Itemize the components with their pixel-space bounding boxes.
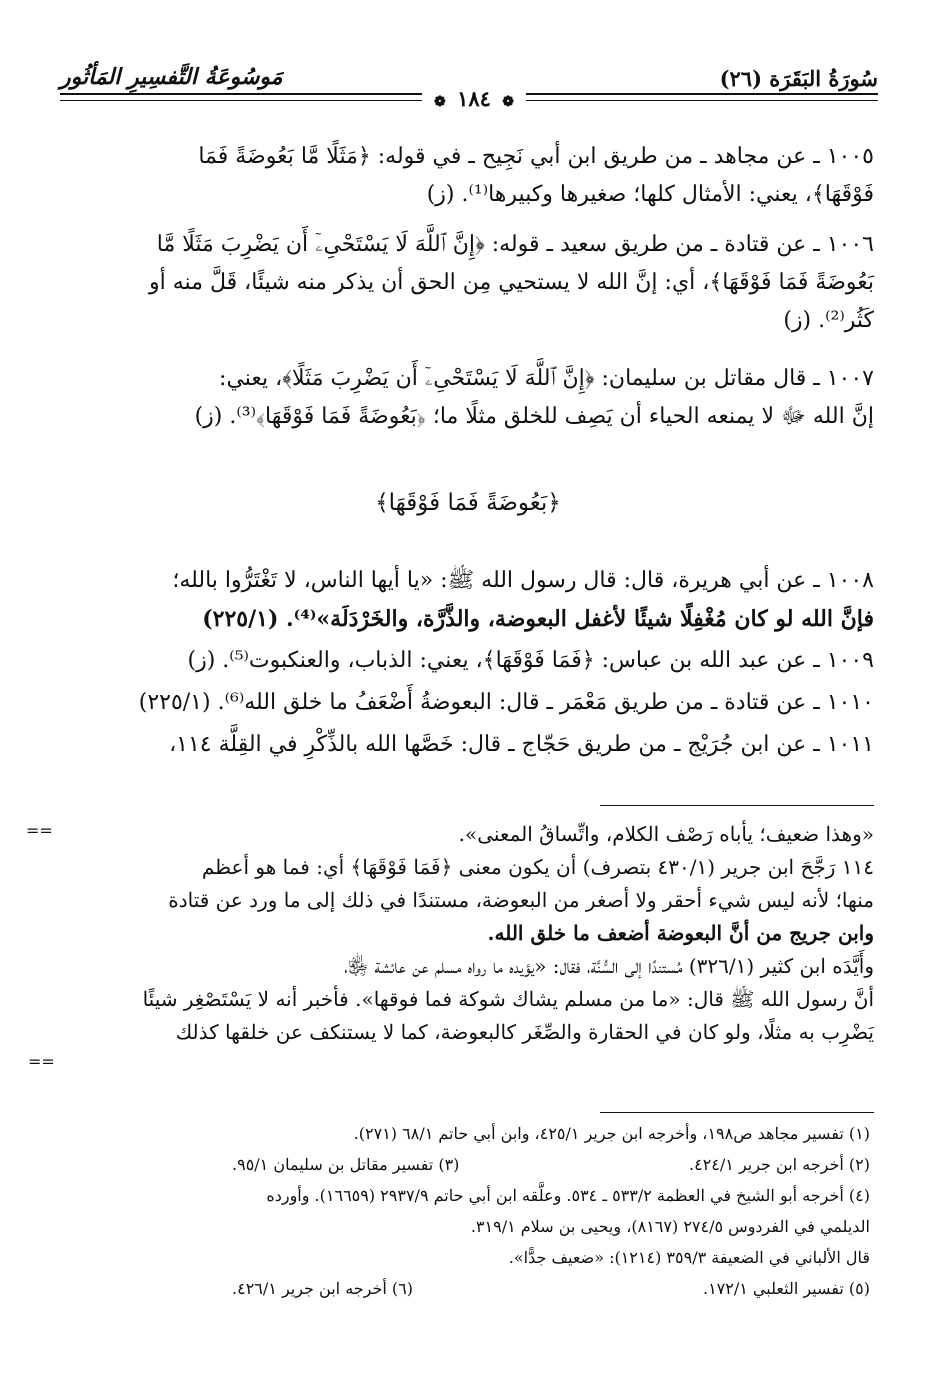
footnote-6: (٦) أخرجه ابن جرير ٤٢٦/١.: [232, 1279, 413, 1298]
narrations-block-1: [62, 138, 874, 214]
ornament-icon: ❁: [434, 94, 446, 110]
narration-1008-line1: ١٠٠٨ ـ عن أبي هريرة، قال: قال رسول الله ﷺ: «يا أيها الناس، لا تَغْتَرُّوا بالله؛: [172, 568, 874, 593]
narration-1009: ١٠٠٩ ـ عن عبد الله بن عباس: ﴿فَمَا فَوْقَهَا﴾، يعني: الذباب، والعنكبوت⁽⁵⁾. (ز): [187, 648, 874, 673]
note-line: يَضْرِب به مثلًا، ولو كان في الحقارة والصِّغَر كالبعوضة، كما لا يستنكف عن خلقها كذلك: [175, 1020, 874, 1044]
note-line: منها؛ لأنه ليس شيء أحقر ولا أصغر من البعوضة، مستندًا في ذلك إلى ما ورد عن قتادة: [168, 888, 874, 912]
commentary-notes: [62, 818, 874, 1049]
footnote-5: (٥) تفسير الثعلبي ١٧٢/١.: [702, 1279, 870, 1298]
continuation-mark: ==: [26, 821, 53, 840]
section-heading: ﴿بَعُوضَةً فَمَا فَوْقَهَا﴾: [375, 490, 561, 516]
footnote-row-2-3: [62, 1149, 870, 1180]
footnote-4b: الديلمي في الفردوس ٢٧٤/٥ (٨١٦٧)، ويحيى بن سلام ٣١٩/١.: [470, 1217, 870, 1236]
continuation-end-mark: ==: [28, 1052, 55, 1071]
narrations-block-3: [62, 360, 874, 436]
footnote-4a: (٤) أخرجه أبو الشيخ في العظمة ٥٣٣/٢ ـ ٥٣٤. وعلَّقه ابن أبي حاتم ٢٩٣٧/٩ (١٦٦٥٩). وأورده: [266, 1186, 870, 1205]
narration-1006-line3: كَثُر⁽²⁾. (ز): [783, 308, 874, 333]
narrations-block-4: [62, 562, 874, 764]
footnote-2: (٢) أخرجه ابن جرير ٤٢٤/١.: [689, 1155, 870, 1174]
footnote-1: (١) تفسير مجاهد ص١٩٨، وأخرجه ابن جرير ٤٢٥/١، وابن أبي حاتم ٦٨/١ (٢٧١).: [353, 1124, 870, 1143]
surah-title: سُورَةُ البَقَرَة (٢٦): [719, 66, 878, 91]
narration-1007-line1: ١٠٠٧ ـ قال مقاتل بن سليمان: ﴿إِنَّ ٱللَّهَ لَا يَسْتَحْىِۦٓ أَن يَضْرِبَ مَثَلًا﴾، يعني:: [219, 366, 874, 391]
narration-1006-line2: بَعُوضَةً فَمَا فَوْقَهَا﴾، أي: إنَّ الله لا يستحيي مِن الحق أن يذكر منه شيئًا، قَلَّ منه أو: [149, 270, 874, 295]
page-number-text: ١٨٤: [457, 86, 491, 111]
commentary-separator: [600, 805, 874, 806]
note-line: ١١٤ رَجَّحَ ابن جرير (٤٣٠/١ بتصرف) أن يكون معنى ﴿فَمَا فَوْقَهَا﴾ أي: فما هو أعظم: [201, 855, 874, 879]
note-line: أنَّ رسول الله ﷺ قال: «ما من مسلم يشاك شوكة فما فوقها». فأخبر أنه لا يَسْتَصْغِر شيئًا: [142, 987, 874, 1011]
footnotes-separator: [600, 1112, 874, 1113]
footnote-4c: قال الألباني في الضعيفة ٣٥٩/٣ (١٢١٤): «ضعيف جدًّا».: [508, 1248, 870, 1267]
note-line: «وهذا ضعيف؛ يأباه رَصْف الكلام، واتِّساقُ المعنى».: [458, 822, 874, 846]
narration-1010: ١٠١٠ ـ عن قتادة ـ من طريق مَعْمَر ـ قال: البعوضةُ أَضْعَفُ ما خلق الله⁽⁶⁾. (٢٢٥/١): [138, 690, 874, 715]
footnote-3: (٣) تفسير مقاتل بن سليمان ٩٥/١.: [232, 1155, 460, 1174]
ornament-icon: ❁: [502, 94, 514, 110]
narration-1008-line2: فإنَّ الله لو كان مُغْفِلًا شيئًا لأغفل البعوضة، والذَّرَّة، والخَرْدَلَة»⁽⁴⁾. (٢٢٥/١): [202, 606, 874, 632]
book-title: مَوسُوعَةُ التَّفسِيرِ المَأثُور: [60, 64, 283, 90]
narration-1007-line2: إنَّ الله ﷻ لا يمنعه الحياء أن يَصِف للخلق مثلًا ما؛ ﴿بَعُوضَةً فَمَا فَوْقَهَا﴾⁽³⁾. (ز): [194, 404, 874, 429]
note-line: وأَيَّدَه ابن كثير (٣٢٦/١) مُستندًا إلى السُّنَّة، فقال: «يؤيده ما رواه مسلم عن عائشة ﵂،: [344, 954, 874, 978]
narrations-block-2: [62, 226, 874, 340]
footnotes: [62, 1118, 870, 1304]
narration-1011: ١٠١١ ـ عن ابن جُرَيْج ـ من طريق حَجّاج ـ قال: خَصَّها الله بالذِّكْرِ في القِلَّة ١١٤،: [169, 732, 874, 757]
footnote-row-5-6: [62, 1273, 870, 1304]
page-number: [422, 86, 526, 111]
note-line: وابن جريج من أنَّ البعوضة أضعف ما خلق الله.: [487, 921, 874, 945]
narration-1005-line1: ١٠٠٥ ـ عن مجاهد ـ من طريق ابن أبي نَجِيح ـ في قوله: ﴿مَثَلًا مَّا بَعُوضَةً فَمَا: [198, 144, 874, 169]
narration-1006-line1: ١٠٠٦ ـ عن قتادة ـ من طريق سعيد ـ قوله: ﴿إِنَّ ٱللَّهَ لَا يَسْتَحْىِۦٓ أَن يَضْرِبَ مَثَلًا مَّا: [156, 232, 874, 257]
narration-1005-line2: فَوْقَهَا﴾، يعني: الأمثال كلها؛ صغيرها وكبيرها⁽¹⁾. (ز): [426, 182, 874, 207]
